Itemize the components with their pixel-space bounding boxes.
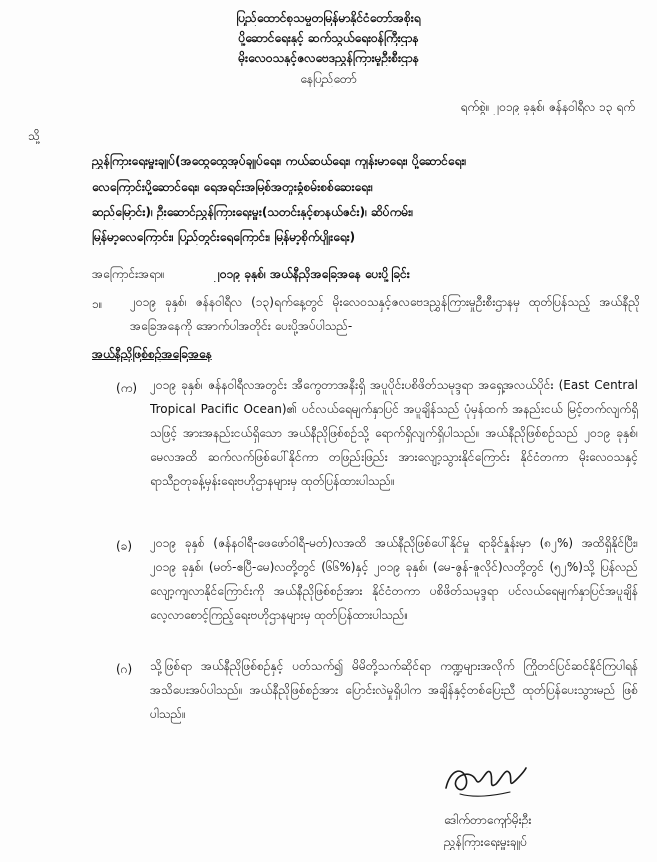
subject-text: ၂၀၁၉ ခုနှစ်၊ အယ်နီညိုအခြေအနေ ပေးပို့ခြင်း	[214, 267, 410, 281]
to-label: သို့	[28, 129, 40, 143]
header-department: မိုးလေဝသနှင့်ဇလဗေဒညွှန်ကြားမှုဦးစီးဌာန	[238, 51, 419, 65]
item-label-ga: (ဂ)	[116, 662, 133, 676]
header-government: ပြည်ထောင်စုသမ္မတမြန်မာနိုင်ငံတော်အစိုးရ	[236, 11, 421, 25]
item-label-ka: (က)	[116, 381, 138, 395]
item-label-kha: (ခ)	[116, 539, 133, 553]
intro-number: ၁။	[92, 297, 103, 311]
document-date: ရက်စွဲ။ ၂၀၁၉ ခုနှစ်၊ ဇန်နဝါရီလ ၁၃ ရက်	[460, 100, 635, 114]
intro-paragraph: ၂၀၁၉ ခုနှစ်၊ ဇန်နဝါရီလ (၁၃)ရက်နေ့တွင် မိုးလေဝသနှင့်ဇလဗေဒညွှန်ကြားမှုဦးစီးဌာနမှ ထုတ်ပြန်သည့် အယ်နီညိုအခြေအနေကို အောက်ပါအတိုင်း ပေးပို့အပ်ပါသည်-	[130, 295, 640, 333]
signatory-title: ညွှန်ကြားရေးမှူးချုပ်	[444, 835, 528, 849]
section-heading: အယ်နီညိုဖြစ်စဉ်အခြေအနေ	[92, 347, 212, 361]
header-city: နေပြည်တော်	[300, 72, 357, 86]
recipient-line-1: ညွှန်ကြားရေးမှူးချုပ်(အထွေထွေအုပ်ချုပ်ရေး၊ ကယ်ဆယ်ရေး၊ ကျန်းမာရေး၊ ပို့ဆောင်ရေး၊	[92, 154, 467, 168]
recipient-line-3: ဆည်မြောင်း)၊ ဦးဆောင်ညွှန်ကြားရေးမှူး(သတင်းနှင့်စာနယ်ဇင်း)၊ ဆိပ်ကမ်း၊	[92, 205, 414, 219]
recipient-line-4: မြန်မာ့လေကြောင်း၊ ပြည်တွင်းရေကြောင်း၊ မြန်မာ့စိုက်ပျိုးရေး)	[92, 230, 356, 244]
signatory-name: ဒေါက်တာကျော်မိုးဦး	[444, 813, 532, 827]
item-paragraph-ka: ၂၀၁၉ ခုနှစ်၊ ဇန်နဝါရီလအတွင်း အီကွေတာအနီးရှိ အပူပိုင်းပစိဖိတ်သမုဒ္ဒရာ အရှေ့အလယ်ပိုင်း (East Central Tropical Pacific Ocean)၏ ပင်လယ်ရေမျက်နှာပြင် အပူချိန်သည် ပုံမှန်ထက် အနည်းငယ် မြင့်တက်လျက်ရှိသဖြင့် အားအနည်းငယ်ရှိသော အယ်နီညိုဖြစ်စဉ်သို့ ရောက်ရှိလျက်ရှိပါသည်။ အယ်နီညိုဖြစ်စဉ်သည် ၂၀၁၉ ခုနှစ်၊ မေလအထိ ဆက်လက်ဖြစ်ပေါ်နိုင်ကာ တဖြည်းဖြည်း အားလျော့သွားနိုင်ကြောင်း နိုင်ငံတကာ မိုးလေဝသနှင့်ရာသီဥတုခန့်မှန်းရေးဗဟိုဌာနများမှ ထုတ်ပြန်ထားပါသည်။	[150, 378, 638, 488]
signature-mark	[440, 750, 530, 805]
recipient-line-2: လေကြောင်းပို့ဆောင်ရေး၊ ရေအရင်းအမြစ်အတူးခွံစမ်းစစ်ဆေးရေး၊	[92, 180, 373, 194]
subject-label: အကြောင်းအရာ။	[92, 267, 165, 281]
item-paragraph-ga: သို့ဖြစ်ရာ အယ်နီညိုဖြစ်စဉ်နှင့် ပတ်သက်၍ မိမိတို့သက်ဆိုင်ရာ ကဏ္ဍများအလိုက် ကြိုတင်ပြင်ဆင်နိုင်ကြပါရန် အသိပေးအပ်ပါသည်။ အယ်နီညိုဖြစ်စဉ်အား ပြောင်းလဲမှုရှိပါက အချိန်နှင့်တစ်ပြေးညီ ထုတ်ပြန်ပေးသွားမည် ဖြစ်ပါသည်။	[150, 659, 638, 721]
header-ministry: ပို့ဆောင်ရေးနှင့် ဆက်သွယ်ရေးဝန်ကြီးဌာန	[238, 31, 419, 45]
item-paragraph-kha: ၂၀၁၉ ခုနှစ် (ဇန်နဝါရီ-ဖေဖော်ဝါရီ-မတ်)လအထိ အယ်နီညိုဖြစ်ပေါ်နိုင်မှု ရာခိုင်နှုန်းမှာ (၈၂%) အထိရှိနိုင်ပြီး၊ ၂၀၁၉ ခုနှစ်၊ (မတ်-ဧပြီ-မေ)လတို့တွင် (၆၆%)နှင့် ၂၀၁၉ ခုနှစ်၊ (မေ-ဇွန်-ဇူလိုင်)လတို့တွင် (၅၂%)သို့ ပြန်လည်လျော့ကျလာနိုင်ကြောင်းကို အယ်နီညိုဖြစ်စဉ်အား နိုင်ငံတကာ ပစိဖိတ်သမုဒ္ဒရာ ပင်လယ်ရေမျက်နှာပြင်အပူချိန် လေ့လာစောင့်ကြည့်ရေးဗဟိုဌာနများမှ ထုတ်ပြန်ထားပါသည်။	[150, 536, 638, 622]
